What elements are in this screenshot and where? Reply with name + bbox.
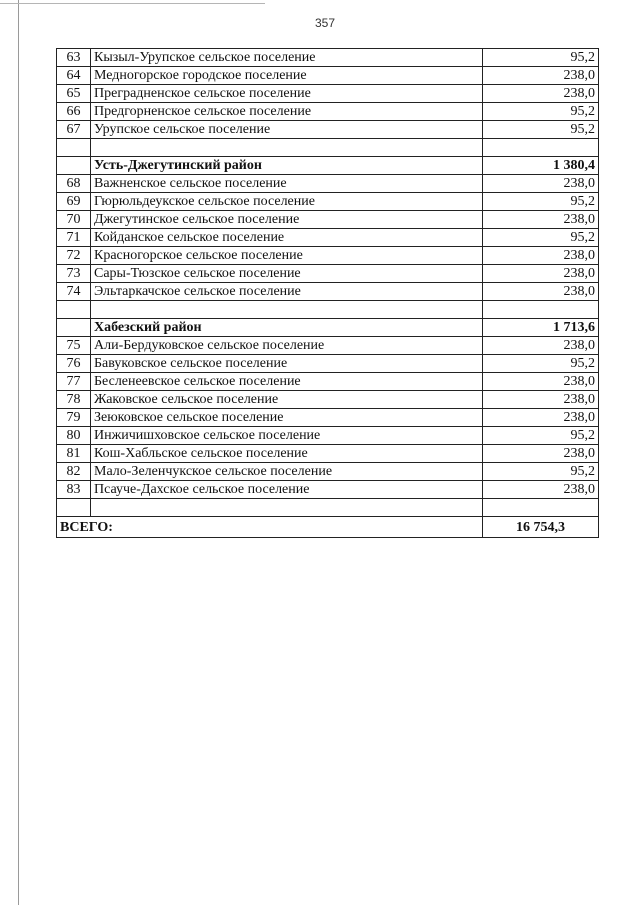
row-number: 68	[57, 175, 91, 193]
settlement-name: Джегутинское сельское поселение	[91, 211, 483, 229]
row-value: 95,2	[483, 355, 599, 373]
row-value: 95,2	[483, 103, 599, 121]
table-row	[57, 85, 599, 103]
settlement-name: Преградненское сельское поселение	[91, 85, 483, 103]
table-body	[57, 49, 599, 517]
settlement-name	[91, 499, 483, 517]
table-row	[57, 229, 599, 247]
row-value	[483, 499, 599, 517]
settlement-name: Хабезский район	[91, 319, 483, 337]
row-value: 1 713,6	[483, 319, 599, 337]
table-row	[57, 463, 599, 481]
row-value: 238,0	[483, 211, 599, 229]
settlement-name: Гюрюльдеукское сельское поселение	[91, 193, 483, 211]
settlement-name: Урупское сельское поселение	[91, 121, 483, 139]
settlement-name: Бавуковское сельское поселение	[91, 355, 483, 373]
row-value: 238,0	[483, 265, 599, 283]
settlement-name: Красногорское сельское поселение	[91, 247, 483, 265]
row-number: 67	[57, 121, 91, 139]
row-number: 82	[57, 463, 91, 481]
row-number: 70	[57, 211, 91, 229]
row-number	[57, 499, 91, 517]
table-row	[57, 103, 599, 121]
row-number	[57, 157, 91, 175]
settlement-name: Кызыл-Урупское сельское поселение	[91, 49, 483, 67]
row-value: 238,0	[483, 445, 599, 463]
table-row	[57, 193, 599, 211]
row-number: 81	[57, 445, 91, 463]
row-value: 238,0	[483, 247, 599, 265]
table-row	[57, 355, 599, 373]
row-value	[483, 301, 599, 319]
empty-row	[57, 301, 599, 319]
settlement-name: Мало-Зеленчукское сельское поселение	[91, 463, 483, 481]
settlement-name: Медногорское городское поселение	[91, 67, 483, 85]
row-value: 95,2	[483, 427, 599, 445]
allocation-table	[56, 48, 599, 538]
settlement-name: Важненское сельское поселение	[91, 175, 483, 193]
table-row	[57, 481, 599, 499]
settlement-name: Эльтаркачское сельское поселение	[91, 283, 483, 301]
page-number: 357	[314, 16, 336, 30]
table-row	[57, 211, 599, 229]
settlement-name: Усть-Джегутинский район	[91, 157, 483, 175]
row-value: 238,0	[483, 85, 599, 103]
table-row	[57, 175, 599, 193]
row-number: 64	[57, 67, 91, 85]
row-number: 63	[57, 49, 91, 67]
row-number: 65	[57, 85, 91, 103]
row-number: 69	[57, 193, 91, 211]
row-value: 238,0	[483, 337, 599, 355]
settlement-name: Сары-Тюзское сельское поселение	[91, 265, 483, 283]
row-value: 95,2	[483, 193, 599, 211]
row-value: 238,0	[483, 175, 599, 193]
row-number: 78	[57, 391, 91, 409]
table-row	[57, 49, 599, 67]
table-row	[57, 445, 599, 463]
settlement-name: Инжичишховское сельское поселение	[91, 427, 483, 445]
empty-row	[57, 139, 599, 157]
table-row	[57, 283, 599, 301]
table-row	[57, 391, 599, 409]
row-value: 95,2	[483, 121, 599, 139]
row-value: 95,2	[483, 49, 599, 67]
row-number: 72	[57, 247, 91, 265]
scan-top-mark	[0, 3, 265, 4]
total-label: ВСЕГО:	[57, 517, 483, 538]
row-number: 73	[57, 265, 91, 283]
total-value: 16 754,3	[483, 517, 599, 538]
table-row	[57, 427, 599, 445]
settlement-name: Кош-Хабльское сельское поселение	[91, 445, 483, 463]
row-number: 71	[57, 229, 91, 247]
district-row	[57, 157, 599, 175]
row-number: 83	[57, 481, 91, 499]
row-value: 238,0	[483, 391, 599, 409]
district-row	[57, 319, 599, 337]
row-number	[57, 139, 91, 157]
row-value: 95,2	[483, 463, 599, 481]
row-value: 238,0	[483, 373, 599, 391]
row-number: 79	[57, 409, 91, 427]
row-value: 238,0	[483, 481, 599, 499]
table-row	[57, 337, 599, 355]
table-row	[57, 121, 599, 139]
settlement-name: Псауче-Дахское сельское поселение	[91, 481, 483, 499]
total-row	[57, 517, 599, 538]
row-value: 238,0	[483, 409, 599, 427]
page-left-edge	[18, 0, 19, 905]
row-number	[57, 301, 91, 319]
row-number: 66	[57, 103, 91, 121]
row-number: 75	[57, 337, 91, 355]
row-value: 238,0	[483, 283, 599, 301]
settlement-name: Предгорненское сельское поселение	[91, 103, 483, 121]
settlement-name: Жаковское сельское поселение	[91, 391, 483, 409]
row-number: 76	[57, 355, 91, 373]
table-row	[57, 373, 599, 391]
table-row	[57, 265, 599, 283]
row-value: 1 380,4	[483, 157, 599, 175]
settlement-name	[91, 139, 483, 157]
table-row	[57, 247, 599, 265]
settlement-name: Зеюковское сельское поселение	[91, 409, 483, 427]
settlement-name	[91, 301, 483, 319]
row-number: 77	[57, 373, 91, 391]
row-value: 95,2	[483, 229, 599, 247]
table-row	[57, 409, 599, 427]
table-row	[57, 67, 599, 85]
row-value: 238,0	[483, 67, 599, 85]
settlement-name: Бесленеевское сельское поселение	[91, 373, 483, 391]
row-number: 74	[57, 283, 91, 301]
row-value	[483, 139, 599, 157]
row-number: 80	[57, 427, 91, 445]
empty-row	[57, 499, 599, 517]
row-number	[57, 319, 91, 337]
settlement-name: Койданское сельское поселение	[91, 229, 483, 247]
settlement-name: Али-Бердуковское сельское поселение	[91, 337, 483, 355]
